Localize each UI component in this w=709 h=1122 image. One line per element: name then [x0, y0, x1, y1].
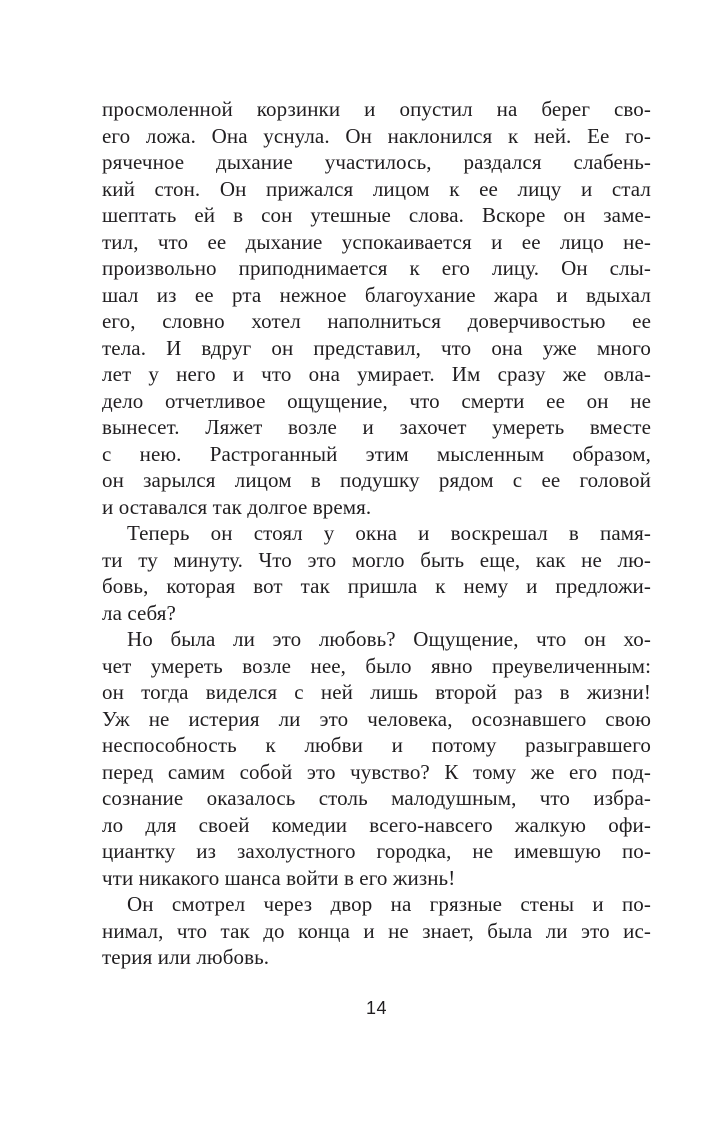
- text-line: его, словно хотел наполниться доверчивостью ее: [102, 309, 651, 333]
- text-line: шал из ее рта нежное благоухание жара и вдыхал: [102, 282, 651, 307]
- text-line: рячечное дыхание участилось, раздался слабень-: [102, 150, 651, 174]
- text-line: дело отчетливое ощущение, что смерти ее он не: [102, 388, 651, 413]
- text-line: и оставался так долгое время.: [102, 494, 372, 519]
- text-line: циантку из захолустного городка, не имевшую по-: [102, 839, 651, 863]
- text-line: просмоленной корзинки и опустил на берег сво-: [102, 97, 651, 121]
- text-line: шептать ей в сон утешные слова. Вскоре он заме-: [102, 203, 651, 227]
- text-line: ло для своей комедии всего-навсего жалкую офи-: [102, 812, 651, 837]
- text-line: чет умереть возле нее, было явно преувеличенным:: [102, 653, 651, 678]
- text-line: его ложа. Она уснула. Он наклонился к ней. Ее го-: [102, 123, 651, 148]
- text-line: Теперь он стоял у окна и воскрешал в памя-: [127, 521, 651, 545]
- text-line: перед самим собой это чувство? К тому же его под-: [102, 759, 651, 784]
- paragraph: [102, 626, 651, 891]
- page-text: [102, 96, 651, 971]
- text-line: произвольно приподнимается к его лицу. Он слы-: [102, 256, 651, 280]
- text-line: Он смотрел через двор на грязные стены и по-: [127, 892, 651, 916]
- text-line: Но была ли это любовь? Ощущение, что он хо-: [127, 627, 651, 651]
- text-line: Уж не истерия ли это человека, осознавшего свою: [102, 706, 651, 731]
- text-line: ла себя?: [102, 600, 176, 625]
- text-line: он зарылся лицом в подушку рядом с ее головой: [102, 468, 651, 492]
- text-line: кий стон. Он прижался лицом к ее лицу и стал: [102, 176, 651, 201]
- text-line: чти никакого шанса войти в его жизнь!: [102, 865, 456, 890]
- text-line: он тогда виделся с ней лишь второй раз в жизни!: [102, 680, 651, 704]
- text-line: сознание оказалось столь малодушным, что избра-: [102, 786, 651, 810]
- text-line: тил, что ее дыхание успокаивается и ее лицо не-: [102, 229, 651, 254]
- text-line: терия или любовь.: [102, 945, 270, 969]
- text-line: тела. И вдруг он представил, что она уже много: [102, 335, 651, 360]
- text-line: лет у него и что она умирает. Им сразу же овла-: [102, 362, 651, 386]
- text-line: неспособность к любви и потому разыгравшего: [102, 733, 651, 757]
- page-number: 14: [365, 998, 388, 1018]
- text-line: бовь, которая вот так пришла к нему и предложи-: [102, 574, 651, 598]
- text-line: ти ту минуту. Что это могло быть еще, как не лю-: [102, 547, 651, 572]
- paragraph: [102, 96, 651, 520]
- text-line: вынесет. Ляжет возле и захочет умереть вместе: [102, 415, 651, 439]
- text-line: нимал, что так до конца и не знает, была ли это ис-: [102, 918, 651, 943]
- paragraph: [102, 891, 651, 971]
- paragraph: [102, 520, 651, 626]
- text-line: с нею. Растроганный этим мысленным образом,: [102, 441, 651, 466]
